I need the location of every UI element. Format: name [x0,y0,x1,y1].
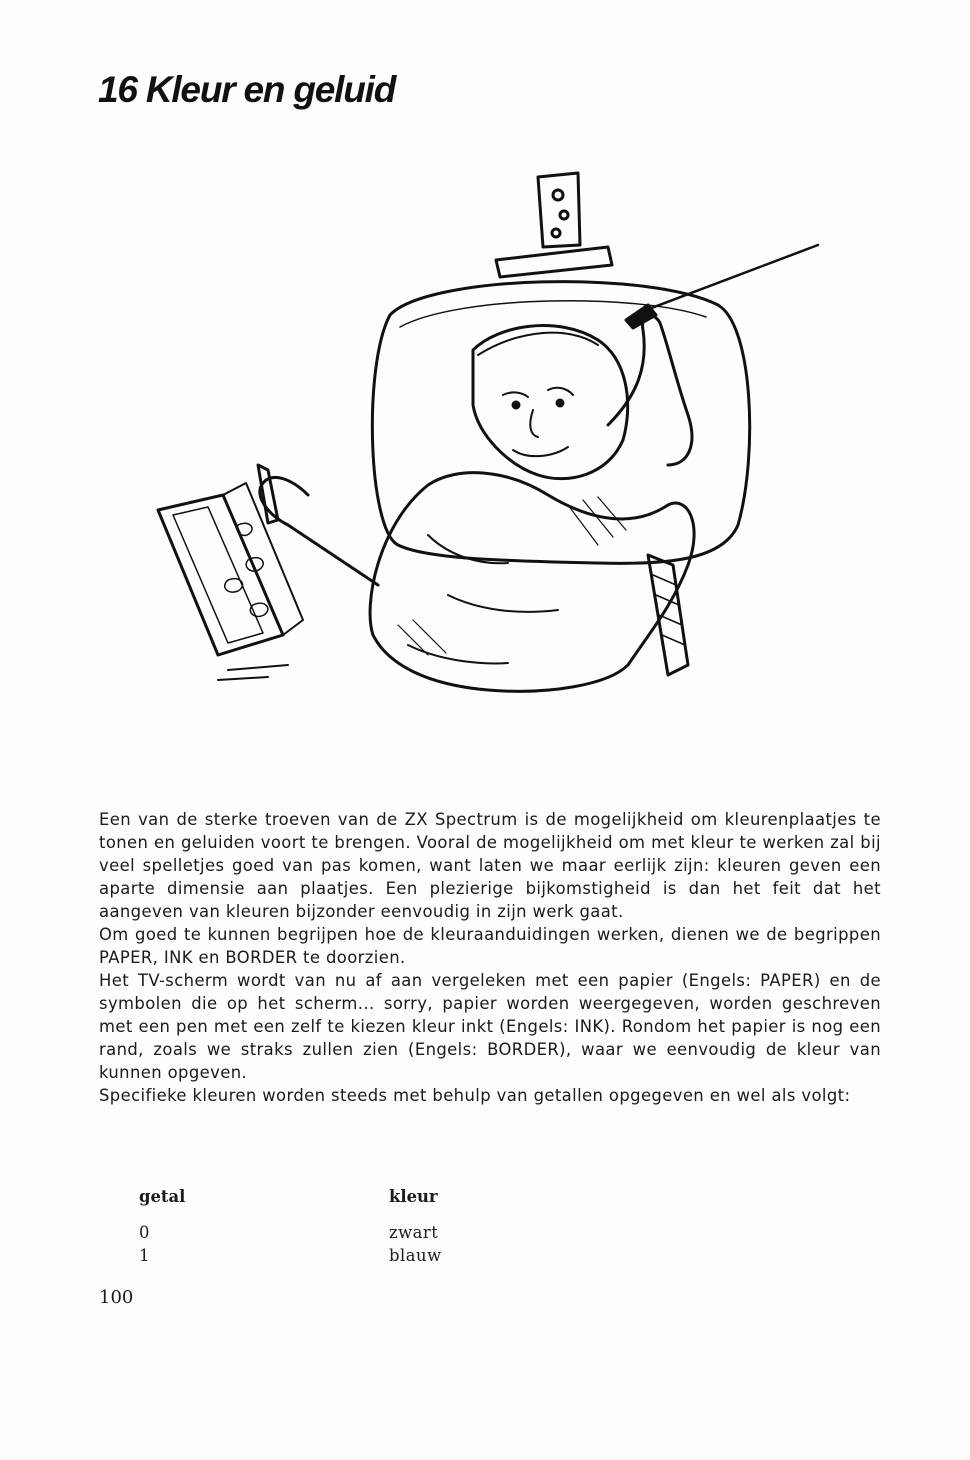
painter-at-tv-illustration [128,165,828,725]
body-text [99,808,881,1107]
cell-kleur: blauw [389,1246,442,1265]
table-row [139,1244,442,1267]
table-header-row [139,1185,442,1221]
cell-getal: 1 [139,1246,150,1265]
paragraph: Een van de sterke troeven van de ZX Spectrum is de mogelijkheid om kleurenplaatjes te tonen en geluiden voort te brengen. Vooral de mogelijkheid om met kleur te werken zal bij veel spelletjes goed van pas komen, want laten we maar eerlijk zijn: kleuren geven een aparte dimensie aan plaatjes. Een plezierige bijkomstigheid is dan het feit dat het aangeven van kleuren bijzonder eenvoudig in zijn werk gaat. [99,810,881,921]
color-number-table [139,1185,442,1267]
header-getal: getal [139,1187,186,1206]
table-row [139,1221,442,1244]
paragraph: Specifieke kleuren worden steeds met behulp van getallen opgegeven en wel als volgt: [99,1086,851,1105]
paragraph: Om goed te kunnen begrijpen hoe de kleuraanduidingen werken, dienen we de begrippen PAPER, INK en BORDER te doorzien. [99,925,881,967]
paragraph: Het TV-scherm wordt van nu af aan vergeleken met een papier (Engels: PAPER) en de symbolen die op het scherm... sorry, papier worden weergegeven, worden geschreven met een pen met een zelf te kiezen kleur inkt (Engels: INK). Rondom het papier is nog een rand, zoals we straks zullen zien (Engels: BORDER), waar we eenvoudig de kleur van kunnen opgeven. [99,971,881,1082]
chapter-title: 16 Kleur en geluid [98,69,396,110]
header-kleur: kleur [389,1187,438,1206]
cell-kleur: zwart [389,1223,439,1242]
cell-getal: 0 [139,1223,150,1242]
page-number: 100 [99,1287,134,1308]
